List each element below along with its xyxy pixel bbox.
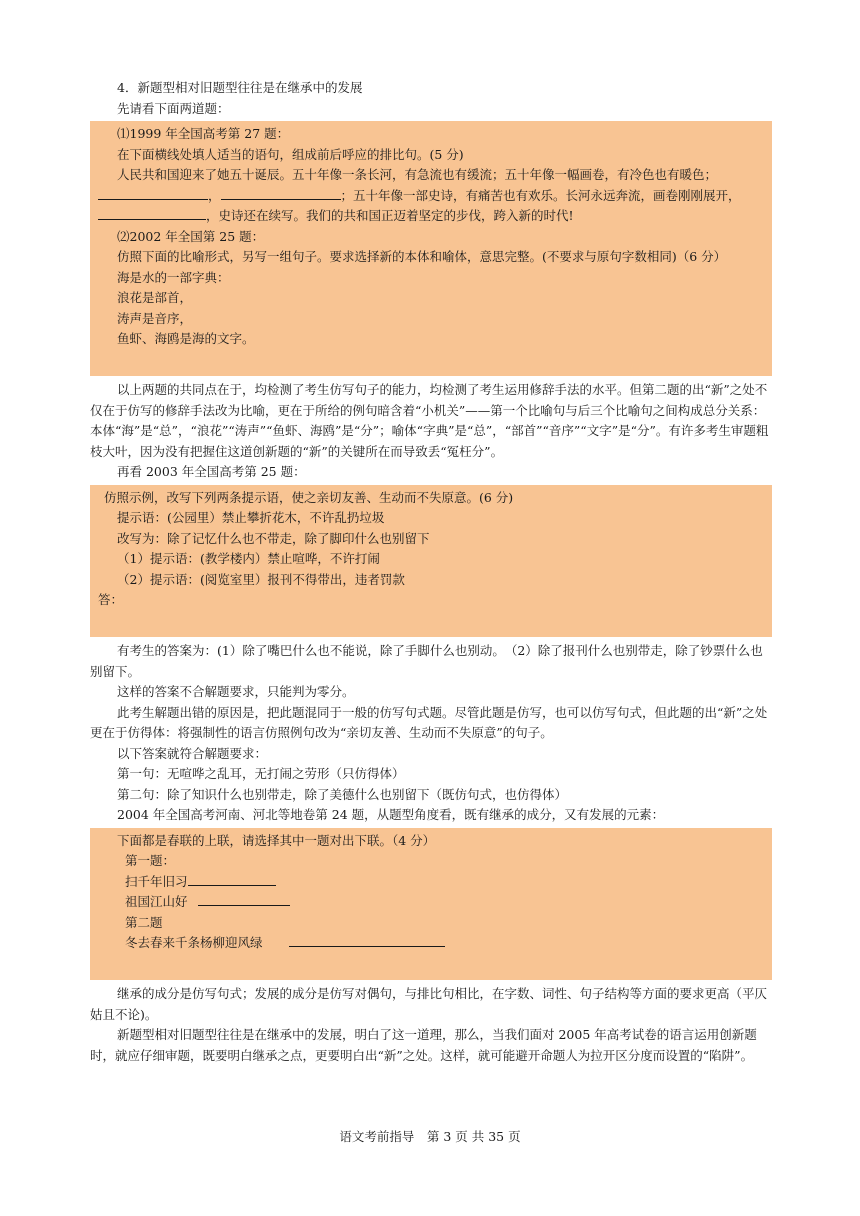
q2-instruction: 仿照下面的比喻形式，另写一组句子。要求选择新的本体和喻体，意思完整。(不要求与原句字数相同)（6 分） xyxy=(117,249,727,264)
q4-item-b: 祖国江山好 xyxy=(98,892,764,913)
paragraph-student-answer: 有考生的答案为：(1）除了嘴巴什么也不能说，除了手脚什么也别动。 （2）除了报刊什么也别带走，除了钞票什么也别留下。 xyxy=(90,643,763,679)
fill-blank-3[interactable] xyxy=(98,206,206,220)
paragraph-answer-2: 第二句：除了知识什么也别带走，除了美德什么也别留下（既仿句式，也仿得体） xyxy=(117,786,568,802)
q3-instruction: 仿照示例，改写下列两条提示语，使之亲切友善、生动而不失原意。(6 分) xyxy=(104,489,514,505)
q2-line: 浪花是部首， xyxy=(117,290,193,305)
q1-text-b: ；五十年像一部史诗，有痛苦也有欢乐。长河永远奔流，画卷刚刚展开， xyxy=(340,187,741,203)
q2-line: 涛声是音序， xyxy=(117,310,193,326)
question-box-1 xyxy=(90,121,772,376)
question-box-2 xyxy=(90,485,772,638)
q3-answer-label: 答： xyxy=(98,592,124,607)
q3-example: 提示语：(公园里）禁止攀折花木，不许乱扔垃圾 xyxy=(117,510,385,525)
q3-item-2: （2）提示语：(阅览室里）报刊不得带出，违者罚款 xyxy=(117,571,405,587)
q4-item-c: 冬去春来千条杨柳迎风绿 xyxy=(98,933,764,954)
paragraph-error-reason: 此考生解题出错的原因是，把此题混同于一般的仿写句式题。尽管此题是仿写，也可以仿写句式，但此题的出“新”之处更在于仿得体：将强制性的语言仿照例句改为“亲切友善、生动而不失原意”的句子。 xyxy=(90,704,768,740)
spacer xyxy=(98,954,764,975)
fill-blank-1[interactable] xyxy=(98,186,208,200)
paragraph-conclusion: 新题型相对旧题型往往是在继承中的发展，明白了这一道理，那么，当我们面对 2005 年高考试卷的语言运用创新题时，就应仔细审题，既要明白继承之点，更要明白出“新”之处。这样，就可能避开命题人为拉开区分度而设置的“陷阱”。 xyxy=(90,1027,757,1063)
q2-title: ⑵2002 年全国第 25 题： xyxy=(117,228,265,244)
q4-item-a: 扫千年旧习 xyxy=(98,872,764,893)
q1-instruction: 在下面横线处填人适当的语句，组成前后呼应的排比句。(5 分) xyxy=(117,146,464,162)
couplet-blank-1[interactable] xyxy=(188,872,276,886)
section-heading: 4．新题型相对旧题型往往是在继承中的发展 xyxy=(117,80,363,95)
q2-line: 海是水的一部字典： xyxy=(117,269,230,285)
couplet-blank-3[interactable] xyxy=(289,933,445,947)
paragraph-intro-2003: 再看 2003 年全国高考第 25 题： xyxy=(117,464,306,479)
q3-rewrite: 改写为：除了记忆什么也不带走，除了脚印什么也别留下 xyxy=(117,530,430,546)
paragraph-answer-1: 第一句：无喧哗之乱耳，无打闹之劳形（只仿得体） xyxy=(117,766,405,781)
question-box-3 xyxy=(90,828,772,981)
paragraph-analysis-1: 以上两题的共同点在于，均检测了考生仿写句子的能力，均检测了考生运用修辞手法的水平。但第二题的出“新”之处不仅在于仿写的修辞手法改为比喻，更在于所给的例句暗含着“小机关”——第一个比喻句与后三个比喻句之间构成总分关系：本体“海”是“总”，“浪花”“涛声”“鱼虾、海鸥”是“分”；喻体“字典”是“总”，“部首”“音序”“文字”是“分”。有许多考生审题粗枝大叶，因为没有把握住这道创新题的“新”的关键所在而导致丢“冤枉分”。 xyxy=(90,382,769,459)
spacer xyxy=(98,611,764,632)
paragraph-inheritance: 继承的成分是仿写句式；发展的成分是仿写对偶句，与排比句相比，在字数、词性、句子结构等方面的要求更高（平仄姑且不论)。 xyxy=(90,986,768,1022)
document-body xyxy=(90,78,772,1066)
q4-second-label: 第二题 xyxy=(125,914,163,930)
spacer xyxy=(98,350,764,371)
q4-first-label: 第一题： xyxy=(125,853,176,868)
page-footer: 语文考前指导 第 3 页 共 35 页 xyxy=(339,1129,521,1144)
fill-blank-2[interactable] xyxy=(221,186,341,200)
intro-text: 先请看下面两道题： xyxy=(117,100,230,116)
q1-title: ⑴1999 年全国高考第 27 题： xyxy=(117,126,290,141)
paragraph-intro-2004: 2004 年全国高考河南、河北等地卷第 24 题，从题型角度看，既有继承的成分，又有发展的元素： xyxy=(117,807,665,822)
q1-text: 人民共和国迎来了她五十诞辰。五十年像一条长河，有急流也有缓流；五十年像一幅画卷，有冷色也有暖色；， ；五十年像一部史诗，有痛苦也有欢乐。长河永远奔流，画卷刚刚展开，，史诗还在续写。我们的共和国正迈着坚定的步伐，跨入新的时代! xyxy=(98,165,764,227)
q2-line: 鱼虾、海鸥是海的文字。 xyxy=(117,331,255,346)
paragraph-correct-intro: 以下答案就符合解题要求： xyxy=(117,745,268,761)
couplet-blank-2[interactable] xyxy=(198,892,290,906)
q3-item-1: （1）提示语：(教学楼内）禁止喧哗，不许打闹 xyxy=(117,551,380,566)
paragraph-zero-score: 这样的答案不合解题要求，只能判为零分。 xyxy=(117,684,355,699)
q4-instruction: 下面都是春联的上联，请选择其中一题对出下联。（4 分） xyxy=(117,832,436,848)
q1-text-a: 人民共和国迎来了她五十诞辰。五十年像一条长河，有急流也有缓流；五十年像一幅画卷，有冷色也有暖色； xyxy=(117,167,718,182)
q1-text-c: ，史诗还在续写。我们的共和国正迈着坚定的步伐，跨入新的时代! xyxy=(206,208,574,223)
